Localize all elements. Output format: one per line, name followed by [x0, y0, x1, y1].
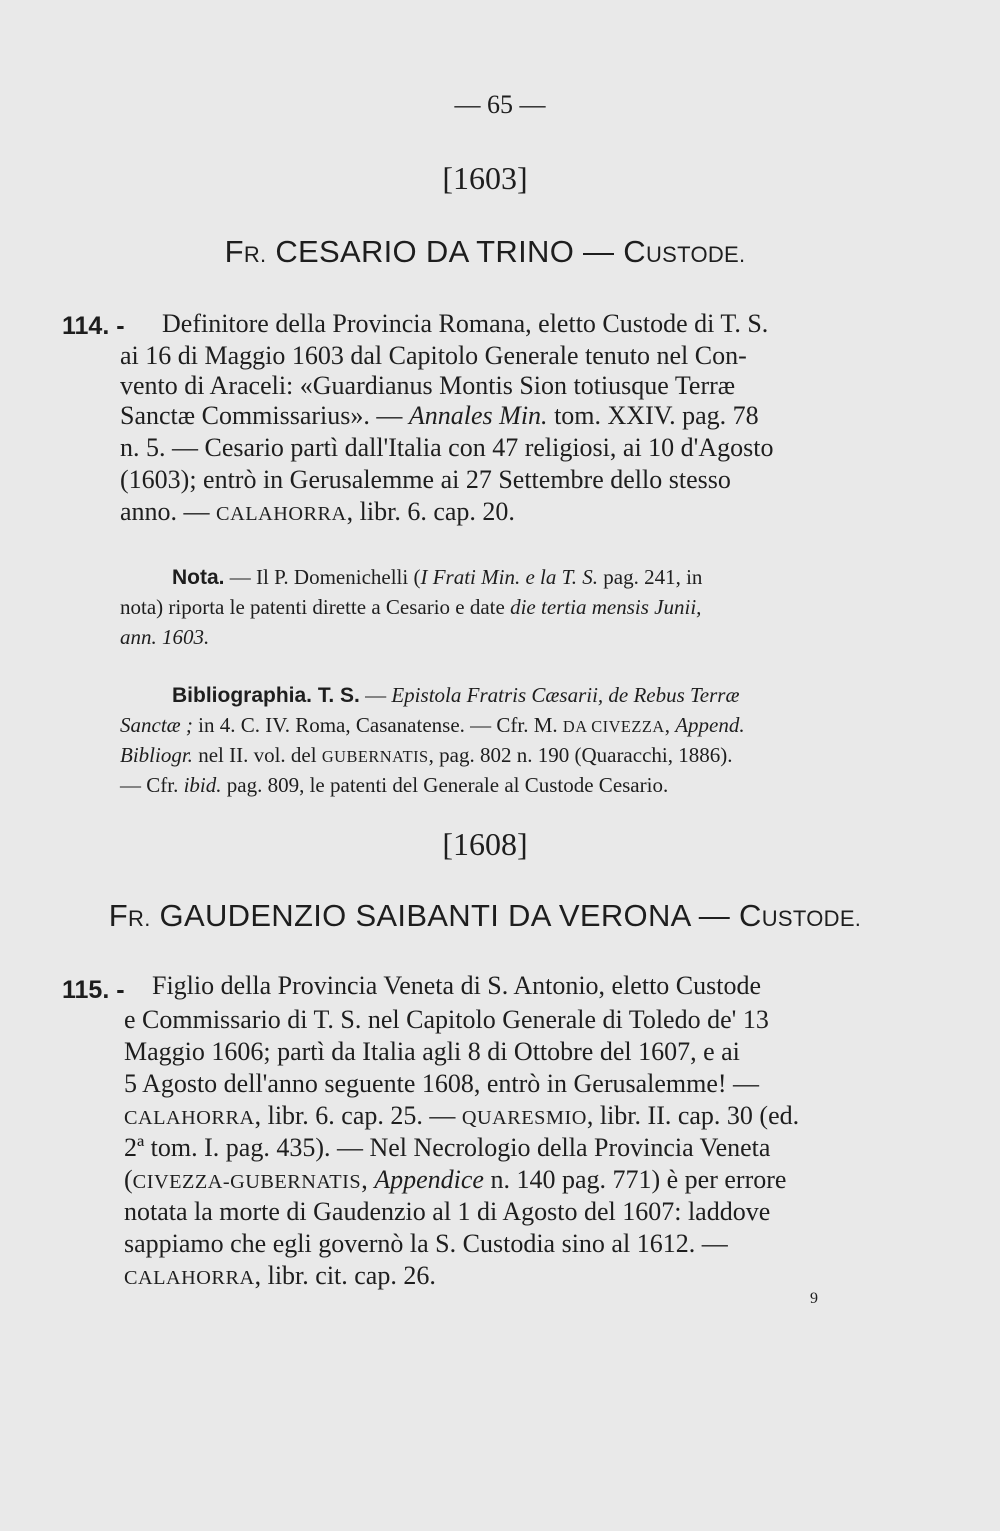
bibliographia-line: Bibliographia. T. S. — Epistola Fratris Cæsarii, de Rebus Terræ [172, 683, 740, 707]
heading-prefix: F [224, 234, 244, 269]
entry-line: CALAHORRA, libr. cit. cap. 26. [124, 1261, 436, 1290]
entry-number: 115. - [62, 976, 125, 1004]
entry-line: Maggio 1606; partì da Italia agli 8 di Ottobre del 1607, e ai [124, 1037, 740, 1066]
entry-line: e Commissario di T. S. nel Capitolo Generale di Toledo de' 13 [124, 1005, 769, 1034]
author-smallcaps: CALAHORRA [216, 503, 347, 525]
entry-line: (CIVEZZA-GUBERNATIS, Appendice n. 140 pag. 771) è per errore [124, 1165, 787, 1194]
entry-line: n. 5. — Cesario partì dall'Italia con 47 religiosi, ai 10 d'Agosto [120, 433, 774, 462]
entry-line: CALAHORRA, libr. 6. cap. 25. — QUARESMIO, libr. II. cap. 30 (ed. [124, 1101, 800, 1130]
heading-prefix-smallcaps: R. [243, 242, 267, 267]
entry-line: 2ª tom. I. pag. 435). — Nel Necrologio della Provincia Veneta [124, 1133, 771, 1162]
entry-line: sappiamo che egli governò la S. Custodia sino al 1612. — [124, 1229, 728, 1258]
nota-line: nota) riporta le patenti dirette a Cesario e date die tertia mensis Junii, [120, 595, 702, 619]
page-number: — 65 — [454, 90, 546, 119]
section-year: [1608] [442, 826, 528, 862]
entry-line: anno. — CALAHORRA, libr. 6. cap. 20. [120, 497, 515, 526]
entry-line: 5 Agosto dell'anno seguente 1608, entrò in Gerusalemme! — [124, 1069, 760, 1098]
entry-line: ai 16 di Maggio 1603 dal Capitolo Generale tenuto nel Con- [120, 341, 747, 370]
bibliographia-line: Sanctæ ; in 4. C. IV. Roma, Casanatense. — Cfr. M. DA CIVEZZA, Append. [120, 713, 745, 737]
entry-line: Sanctæ Commissarius». — Annales Min. tom. XXIV. pag. 78 [120, 401, 759, 430]
bibliographia-line: — Cfr. ibid. pag. 809, le patenti del Generale al Custode Cesario. [120, 773, 669, 797]
citation-title: Annales Min. [408, 401, 548, 430]
signature-mark: 9 [810, 1290, 818, 1307]
section-heading [0, 234, 970, 270]
entry-line: (1603); entrò in Gerusalemme ai 27 Settembre dello stesso [120, 465, 731, 494]
entry-line: notata la morte di Gaudenzio al 1 di Agosto del 1607: laddove [124, 1197, 771, 1226]
bibliographia-line: Bibliogr. nel II. vol. del GUBERNATIS, pag. 802 n. 190 (Quaracchi, 1886). [120, 743, 733, 767]
bibliographia-label: Bibliographia. T. S. [172, 684, 360, 707]
section-year: [1603] [442, 160, 528, 196]
heading-name: CESARIO DA TRINO — C [266, 234, 646, 269]
nota-line: Nota. — Il P. Domenichelli (I Frati Min. e la T. S. pag. 241, in [172, 565, 703, 589]
heading-role-smallcaps: USTODE. [645, 242, 746, 267]
section-heading: FR. GAUDENZIO SAIBANTI DA VERONA — CUSTODE. [108, 898, 862, 933]
nota-line: ann. 1603. [120, 625, 210, 649]
entry-line: vento di Araceli: «Guardianus Montis Sion totiusque Terræ [120, 371, 736, 400]
nota-label: Nota. [172, 566, 225, 589]
entry-line: Figlio della Provincia Veneta di S. Antonio, eletto Custode [152, 971, 762, 1000]
entry-line: Definitore della Provincia Romana, eletto Custode di T. S. [162, 309, 769, 338]
entry-number: 114. - [62, 312, 125, 340]
